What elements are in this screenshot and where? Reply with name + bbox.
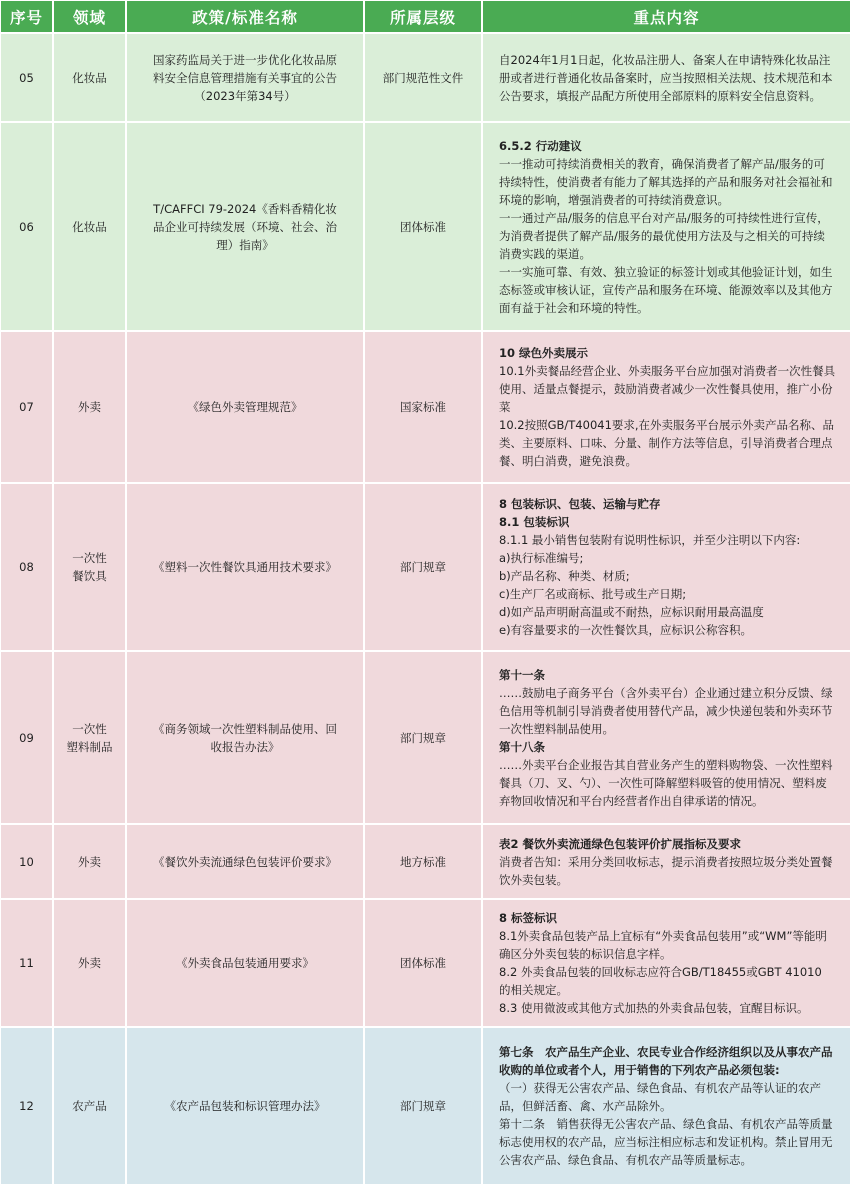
table-header — [1, 1, 850, 32]
row-field: 一次性 塑料制品 — [54, 652, 127, 823]
row-key-content — [483, 332, 850, 482]
table-body — [1, 32, 850, 1184]
content-line: 6.5.2 行动建议 — [499, 138, 582, 153]
content-line: 第七条 农产品生产企业、农民专业合作经济组织以及从事农产品收购的单位或者个人，用于销售的下列农产品必须包装: — [499, 1045, 833, 1077]
row-field: 一次性 餐饮具 — [54, 484, 127, 650]
content-line: ……外卖平台企业报告其自营业务产生的塑料购物袋、一次性塑料餐具（刀、叉、勺）、一次性可降解塑料吸管的使用情况、塑料废弃物回收情况和平台内经营者作出自律承诺的情况。 — [499, 757, 833, 808]
content-line: 消费者告知：采用分类回收标志，提示消费者按照垃圾分类处置餐饮外卖包装。 — [499, 854, 833, 887]
content-line: 表2 餐饮外卖流通绿色包装评价扩展指标及要求 — [499, 836, 742, 851]
row-policy-name: 《商务领域一次性塑料制品使用、回收报告办法》 — [127, 652, 365, 823]
row-level: 地方标准 — [365, 825, 483, 898]
row-key-content — [483, 34, 850, 121]
row-number: 11 — [1, 900, 54, 1026]
content-line: 10.1外卖餐品经营企业、外卖服务平台应加强对消费者一次性餐具使用、适量点餐提示，鼓励消费者减少一次性餐具使用，推广小份菜 — [499, 364, 836, 414]
row-number: 10 — [1, 825, 54, 898]
content-line: a)执行标准编号; — [499, 551, 584, 565]
row-policy-name: 《餐饮外卖流通绿色包装评价要求》 — [127, 825, 365, 898]
policy-table — [1, 1, 850, 1184]
header-content: 重点内容 — [633, 8, 700, 27]
content-line: ……鼓励电子商务平台（含外卖平台）企业通过建立积分反馈、绿色信用等机制引导消费者使用替代产品，减少快递包装和外卖环节一次性塑料制品使用。 — [499, 685, 833, 736]
content-line: d)如产品声明耐高温或不耐热，应标识耐用最高温度 — [499, 605, 764, 619]
row-field: 化妆品 — [54, 34, 127, 121]
content-line: 8 标签标识 — [499, 911, 558, 925]
header-name: 政策/标准名称 — [127, 1, 365, 32]
row-number: 05 — [1, 34, 54, 121]
row-key-content — [483, 123, 850, 330]
header-field: 领域 — [54, 1, 127, 32]
content-line: 10.2按照GB/T40041要求,在外卖服务平台展示外卖产品名称、品类、主要原料、口味、分量、制作方法等信息，引导消费者合理点餐、明白消费，避免浪费。 — [499, 418, 835, 468]
row-key-content — [483, 825, 850, 898]
content-line: 第十一条 — [499, 667, 545, 682]
content-line: 8.1 包装标识 — [499, 515, 570, 529]
content-line: 8.2 外卖食品包装的回收标志应符合GB/T18455或GBT 41010 的相关规定。 — [499, 965, 826, 997]
row-field: 外卖 — [54, 332, 127, 482]
row-level: 团体标准 — [365, 123, 483, 330]
content-line: 8.1.1 最小销售包装附有说明性标识，并至少注明以下内容: — [499, 533, 801, 547]
table-row — [1, 898, 850, 1026]
row-number: 07 — [1, 332, 54, 482]
content-line: 8.1外卖食品包装产品上宜标有“外卖食品包装用”或“WM”等能明确区分外卖包装的标识信息字样。 — [499, 929, 827, 961]
row-field: 农产品 — [54, 1028, 127, 1184]
content-line: （一）获得无公害农产品、绿色食品、有机农产品等认证的农产品，但鲜活畜、禽、水产品除外。 — [499, 1081, 821, 1113]
table-row — [1, 330, 850, 482]
content-line: 10 绿色外卖展示 — [499, 346, 589, 360]
header-level: 所属层级 — [365, 1, 483, 32]
row-key-content — [483, 900, 850, 1026]
row-level: 部门规范性文件 — [365, 34, 483, 121]
row-policy-name: T/CAFFCI 79-2024《香料香精化妆品企业可持续发展（环境、社会、治理）指南》 — [127, 123, 365, 330]
row-policy-name: 《外卖食品包装通用要求》 — [127, 900, 365, 1026]
content-line: c)生产厂名或商标、批号或生产日期; — [499, 587, 687, 601]
row-number: 08 — [1, 484, 54, 650]
row-level: 部门规章 — [365, 1028, 483, 1184]
table-row — [1, 650, 850, 823]
row-policy-name: 《塑料一次性餐饮具通用技术要求》 — [127, 484, 365, 650]
row-policy-name: 国家药监局关于进一步优化化妆品原料安全信息管理措施有关事宜的公告（2023年第34号） — [127, 34, 365, 121]
content-line: 一一通过产品/服务的信息平台对产品/服务的可持续性进行宣传，为消费者提供了解产品/服务的最优使用方法及与之相关的可持续消费实践的渠道。 — [499, 210, 829, 261]
table-row — [1, 1026, 850, 1184]
content-line: 自2024年1月1日起，化妆品注册人、备案人在申请特殊化妆品注册或者进行普通化妆品备案时，应当按照相关法规、技术规范和本公告要求，填报产品配方所使用全部原料的原料安全信息资料。 — [499, 52, 833, 103]
content-line: 8.3 使用微波或其他方式加热的外卖食品包装，宜醒目标识。 — [499, 1001, 809, 1015]
row-key-content — [483, 652, 850, 823]
content-line: 8 包装标识、包装、运输与贮存 — [499, 497, 661, 511]
table-row — [1, 482, 850, 650]
row-key-content — [483, 484, 850, 650]
content-line: 第十八条 — [499, 739, 545, 754]
header-no: 序号 — [1, 1, 54, 32]
content-line: b)产品名称、种类、材质; — [499, 569, 630, 583]
row-number: 09 — [1, 652, 54, 823]
table-row — [1, 32, 850, 121]
row-level: 部门规章 — [365, 484, 483, 650]
content-line: 一一推动可持续消费相关的教育，确保消费者了解产品/服务的可持续特性，使消费者有能力了解其选择的产品和服务对社会福祉和环境的影响，增强消费者的可持续消费意识。 — [499, 156, 833, 207]
row-policy-name: 《绿色外卖管理规范》 — [127, 332, 365, 482]
row-policy-name: 《农产品包装和标识管理办法》 — [127, 1028, 365, 1184]
row-field: 外卖 — [54, 900, 127, 1026]
content-line: 第十二条 销售获得无公害农产品、绿色食品、有机农产品等质量标志使用权的农产品，应当标注相应标志和发证机构。禁止冒用无公害农产品、绿色食品、有机农产品等质量标志。 — [499, 1117, 833, 1167]
table-row — [1, 121, 850, 330]
table-row — [1, 823, 850, 898]
row-level: 国家标准 — [365, 332, 483, 482]
row-key-content — [483, 1028, 850, 1184]
content-line: 一一实施可靠、有效、独立验证的标签计划或其他验证计划，如生态标签或审核认证，宣传产品和服务在环境、能源效率以及其他方面有益于社会和环境的特性。 — [499, 264, 833, 315]
row-field: 外卖 — [54, 825, 127, 898]
row-number: 06 — [1, 123, 54, 330]
row-number: 12 — [1, 1028, 54, 1184]
row-field: 化妆品 — [54, 123, 127, 330]
content-line: e)有容量要求的一次性餐饮具，应标识公称容积。 — [499, 623, 753, 637]
row-level: 团体标准 — [365, 900, 483, 1026]
row-level: 部门规章 — [365, 652, 483, 823]
